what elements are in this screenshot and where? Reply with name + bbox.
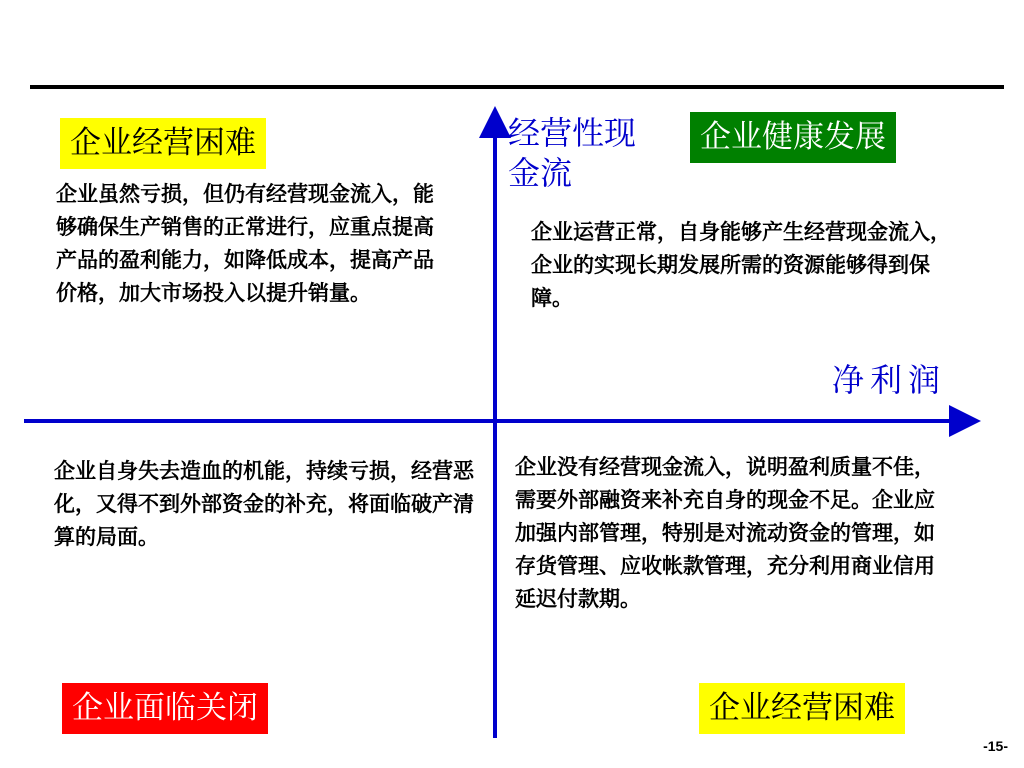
- label-bottom-left: 企业面临关闭: [62, 683, 268, 734]
- description-top-left: 企业虽然亏损，但仍有经营现金流入，能够确保生产销售的正常进行，应重点提高产品的盈利能力，如降低成本，提高产品价格，加大市场投入以提升销量。: [56, 182, 434, 305]
- description-bottom-right: 企业没有经营现金流入，说明盈利质量不佳，需要外部融资来补充自身的现金不足。企业应加强内部管理，特别是对流动资金的管理，如存货管理、应收帐款管理，充分利用商业信用延迟付款期。: [515, 455, 935, 611]
- label-bottom-right: 企业经营困难: [699, 683, 905, 734]
- description-top-right: 企业运营正常，自身能够产生经营现金流入，企业的实现长期发展所需的资源能够得到保障。: [531, 220, 951, 310]
- label-top-left: 企业经营困难: [60, 118, 266, 169]
- label-top-right: 企业健康发展: [690, 112, 896, 163]
- y-axis-label: 经营性现金流: [508, 114, 637, 192]
- description-bottom-left: 企业自身失去造血的机能，持续亏损，经营恶化，又得不到外部资金的补充，将面临破产清算的局面。: [54, 459, 474, 549]
- x-axis-label: 净利润: [832, 361, 947, 399]
- page-number: -15-: [983, 738, 1008, 754]
